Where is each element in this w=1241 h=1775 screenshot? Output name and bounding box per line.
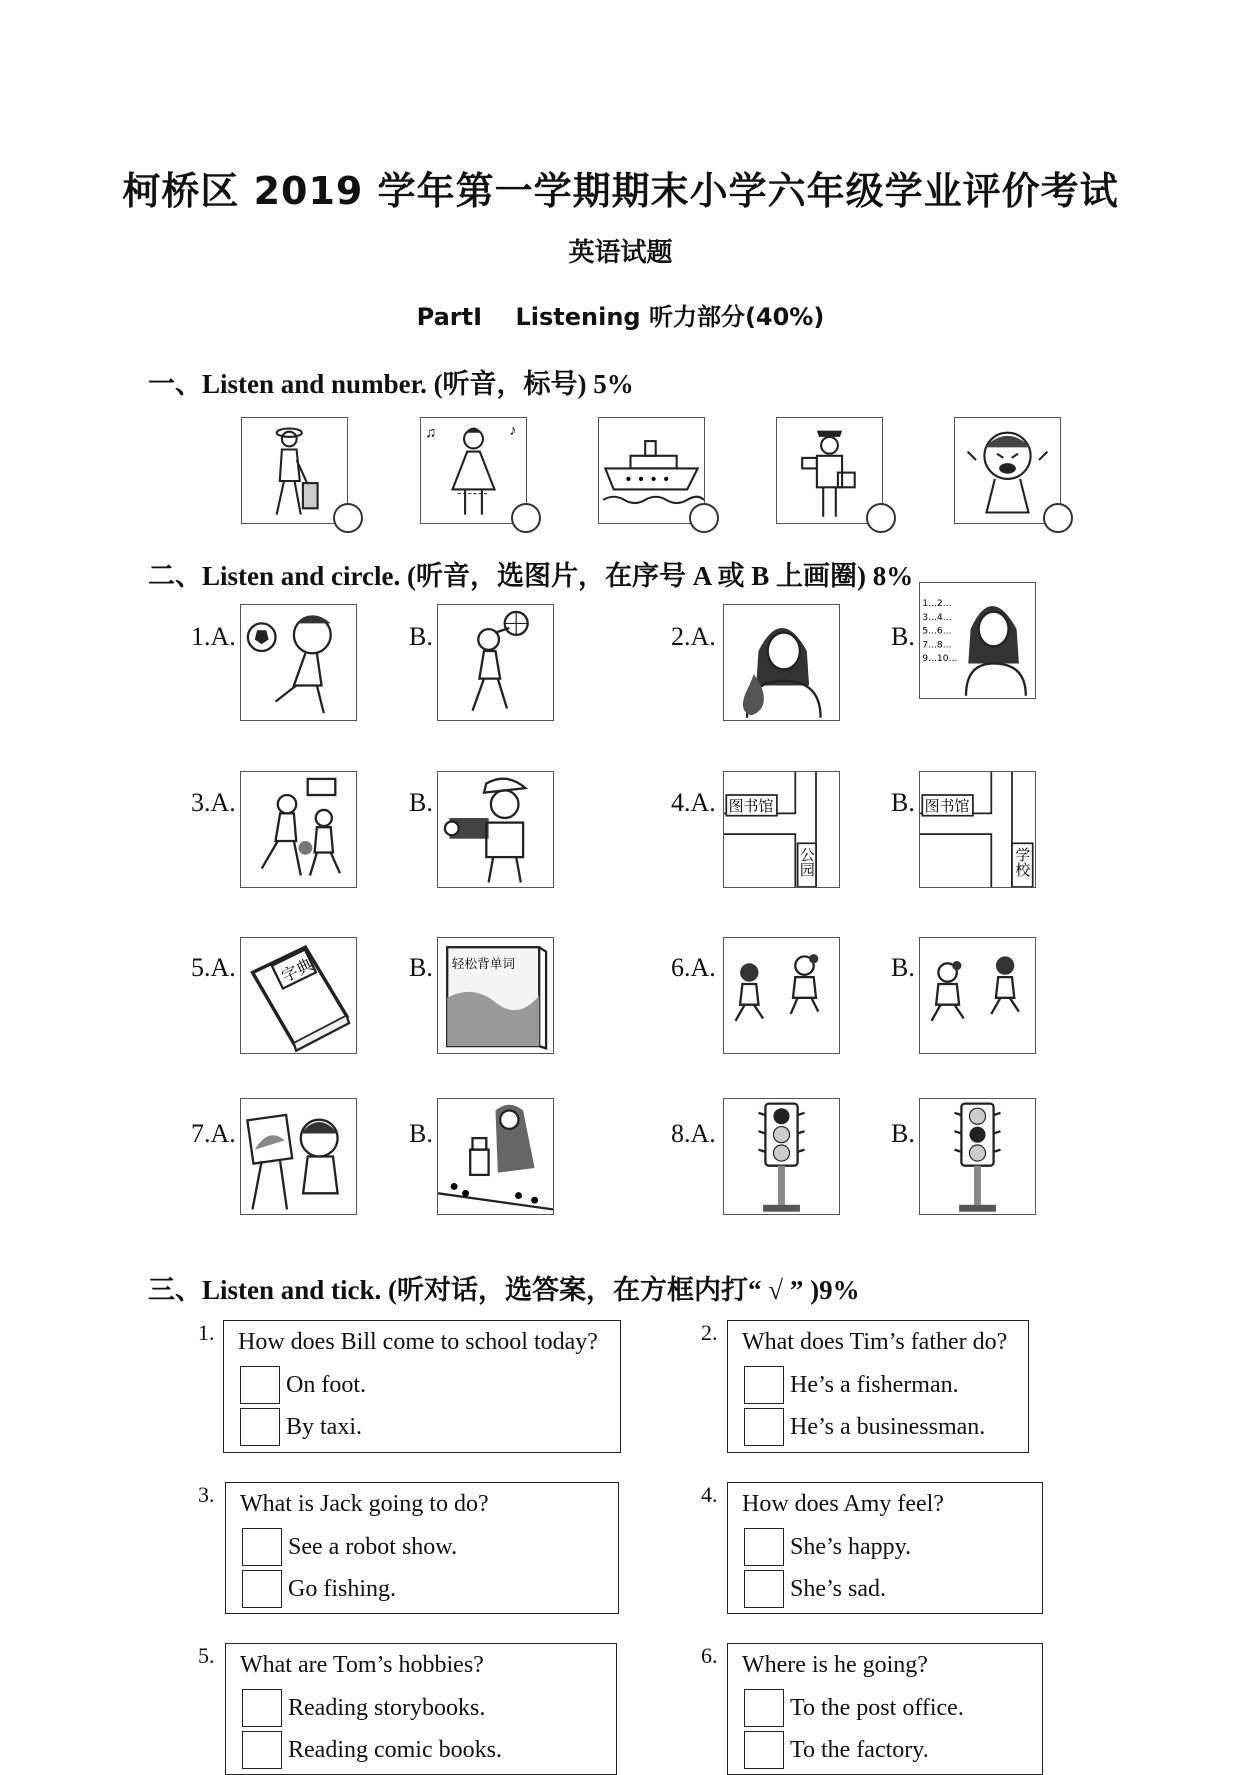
counting-line: 7...8... bbox=[922, 639, 952, 651]
postman-icon bbox=[777, 418, 882, 523]
option-text: He’s a fisherman. bbox=[790, 1371, 959, 1398]
tick-box[interactable] bbox=[242, 1689, 282, 1727]
traffic-light-yellow-picture bbox=[919, 1098, 1036, 1215]
girl-counting-picture bbox=[919, 582, 1036, 699]
girl-painting-picture bbox=[240, 1098, 357, 1215]
tick-box[interactable] bbox=[744, 1408, 784, 1446]
book-title-label: 轻松背单词 bbox=[451, 955, 516, 971]
section1-heading: 一、Listen and number. (听音，标号) 5% bbox=[148, 369, 634, 399]
option-text: By taxi. bbox=[286, 1413, 362, 1440]
question-text: What are Tom’s hobbies? bbox=[240, 1652, 484, 1678]
option-text: On foot. bbox=[286, 1371, 366, 1398]
option-row bbox=[744, 1527, 911, 1567]
answer-circle[interactable] bbox=[511, 503, 541, 533]
book-icon bbox=[438, 938, 553, 1053]
item-label[interactable]: 6.A. bbox=[671, 953, 716, 982]
item-label[interactable]: B. bbox=[891, 622, 915, 651]
question-box bbox=[727, 1320, 1029, 1453]
map-school-picture bbox=[919, 771, 1036, 888]
counting-line: 5...6... bbox=[922, 625, 952, 637]
exam-title: 柯桥区 2019 学年第一学期期末小学六年级学业评价考试 bbox=[122, 169, 1119, 213]
singing-girl-icon bbox=[421, 418, 526, 523]
item-label[interactable]: B. bbox=[891, 1119, 915, 1148]
video-camera-icon bbox=[438, 772, 553, 887]
map-park-picture bbox=[723, 771, 840, 888]
option-row bbox=[744, 1407, 985, 1447]
item-label[interactable]: B. bbox=[409, 1119, 433, 1148]
item-label[interactable]: 2.A. bbox=[671, 622, 716, 651]
tick-box[interactable] bbox=[240, 1366, 280, 1404]
option-row bbox=[240, 1365, 366, 1405]
option-text: See a robot show. bbox=[288, 1533, 458, 1560]
traffic-light-red-picture bbox=[723, 1098, 840, 1215]
question-box bbox=[223, 1320, 621, 1453]
place-label: 学校 bbox=[1013, 846, 1032, 877]
option-text: He’s a businessman. bbox=[790, 1413, 986, 1440]
question-text: What does Tim’s father do? bbox=[742, 1329, 1008, 1355]
option-text: She’s happy. bbox=[790, 1533, 912, 1560]
option-row bbox=[242, 1688, 485, 1728]
question-text: Where is he going? bbox=[742, 1652, 928, 1678]
traffic-light-icon bbox=[724, 1099, 839, 1214]
item-label[interactable]: 1.A. bbox=[191, 622, 236, 651]
map-icon bbox=[920, 772, 1035, 887]
library-label: 图书馆 bbox=[728, 797, 774, 816]
item-label[interactable]: B. bbox=[409, 953, 433, 982]
basketball-boy-picture bbox=[437, 604, 554, 721]
ship-picture bbox=[598, 417, 705, 524]
question-box bbox=[727, 1643, 1043, 1775]
answer-circle[interactable] bbox=[333, 503, 363, 533]
place-label: 公园 bbox=[797, 846, 816, 877]
section3-heading: 三、Listen and tick. (听对话，选答案，在方框内打“ √ ” )9% bbox=[148, 1275, 860, 1305]
traveler-picture bbox=[241, 417, 348, 524]
robot-building-picture bbox=[437, 1098, 554, 1215]
traffic-light-icon bbox=[920, 1099, 1035, 1214]
option-text: Reading comic books. bbox=[288, 1736, 502, 1763]
singing-girl-picture bbox=[420, 417, 527, 524]
tick-box[interactable] bbox=[744, 1689, 784, 1727]
football-boy-picture bbox=[240, 604, 357, 721]
map-icon bbox=[724, 772, 839, 887]
painting-icon bbox=[241, 1099, 356, 1214]
question-text: How does Amy feel? bbox=[742, 1491, 944, 1517]
tick-box[interactable] bbox=[744, 1731, 784, 1769]
option-text: To the factory. bbox=[790, 1736, 929, 1763]
dictionary-icon bbox=[241, 938, 356, 1053]
tick-box[interactable] bbox=[744, 1366, 784, 1404]
answer-circle[interactable] bbox=[866, 503, 896, 533]
item-label[interactable]: B. bbox=[409, 788, 433, 817]
option-row bbox=[744, 1569, 886, 1609]
question-text: How does Bill come to school today? bbox=[238, 1329, 598, 1355]
option-text: To the post office. bbox=[790, 1694, 964, 1721]
question-number: 4. bbox=[701, 1482, 718, 1507]
tick-box[interactable] bbox=[240, 1408, 280, 1446]
postman-picture bbox=[776, 417, 883, 524]
basketball-game-icon bbox=[241, 772, 356, 887]
item-label[interactable]: 7.A. bbox=[191, 1119, 236, 1148]
item-label[interactable]: B. bbox=[891, 788, 915, 817]
tick-box[interactable] bbox=[242, 1528, 282, 1566]
item-label[interactable]: 5.A. bbox=[191, 953, 236, 982]
option-row bbox=[242, 1527, 457, 1567]
item-label[interactable]: 3.A. bbox=[191, 788, 236, 817]
girl-counting-icon bbox=[920, 583, 1035, 698]
running-kids-icon bbox=[920, 938, 1035, 1053]
question-text: What is Jack going to do? bbox=[240, 1491, 489, 1517]
ship-icon bbox=[599, 418, 704, 523]
option-row bbox=[744, 1688, 964, 1728]
question-box bbox=[727, 1482, 1043, 1614]
option-row bbox=[242, 1569, 396, 1609]
crying-boy-icon bbox=[955, 418, 1060, 523]
option-row bbox=[240, 1407, 362, 1447]
question-number: 1. bbox=[198, 1320, 215, 1345]
item-label[interactable]: 4.A. bbox=[671, 788, 716, 817]
question-number: 2. bbox=[701, 1320, 718, 1345]
tick-box[interactable] bbox=[744, 1570, 784, 1608]
crying-boy-picture bbox=[954, 417, 1061, 524]
tick-box[interactable] bbox=[242, 1570, 282, 1608]
answer-circle[interactable] bbox=[689, 503, 719, 533]
basketball-game-picture bbox=[240, 771, 357, 888]
question-number: 6. bbox=[701, 1643, 718, 1668]
question-number: 5. bbox=[198, 1643, 215, 1668]
item-label[interactable]: 8.A. bbox=[671, 1119, 716, 1148]
counting-line: 3...4... bbox=[922, 611, 952, 623]
word-book-picture bbox=[437, 937, 554, 1054]
counting-line: 9...10... bbox=[922, 653, 958, 665]
section2-heading: 二、Listen and circle. (听音，选图片，在序号 A 或 B 上画圈) 8% bbox=[148, 561, 914, 591]
tick-box[interactable] bbox=[744, 1528, 784, 1566]
question-number: 3. bbox=[198, 1482, 215, 1507]
tick-box[interactable] bbox=[242, 1731, 282, 1769]
girl-cat-icon bbox=[724, 605, 839, 720]
option-row bbox=[744, 1365, 959, 1405]
exam-subtitle: 英语试题 bbox=[568, 238, 673, 268]
girl-boy-running-picture bbox=[919, 937, 1036, 1054]
traveler-icon bbox=[242, 418, 347, 523]
camera-boy-picture bbox=[437, 771, 554, 888]
boy-girl-running-picture bbox=[723, 937, 840, 1054]
dictionary-label: 字典 bbox=[278, 954, 316, 986]
option-row bbox=[744, 1730, 929, 1770]
counting-line: 1...2... bbox=[922, 598, 952, 609]
question-box bbox=[225, 1643, 617, 1775]
answer-circle[interactable] bbox=[1043, 503, 1073, 533]
football-icon bbox=[241, 605, 356, 720]
svg-text:♫: ♫ bbox=[425, 424, 437, 441]
item-label[interactable]: B. bbox=[891, 953, 915, 982]
basketball-icon bbox=[438, 605, 553, 720]
option-text: Go fishing. bbox=[288, 1575, 396, 1602]
robot-icon bbox=[438, 1099, 553, 1214]
option-text: Reading storybooks. bbox=[288, 1694, 486, 1721]
dictionary-picture bbox=[240, 937, 357, 1054]
option-text: She’s sad. bbox=[790, 1575, 886, 1602]
library-label: 图书馆 bbox=[924, 797, 970, 816]
svg-text:♪: ♪ bbox=[509, 422, 517, 439]
question-box bbox=[225, 1482, 619, 1614]
item-label[interactable]: B. bbox=[409, 622, 433, 651]
part-heading: PartⅠ Listening 听力部分(40%) bbox=[416, 303, 825, 331]
option-row bbox=[242, 1730, 502, 1770]
girl-with-cat-picture bbox=[723, 604, 840, 721]
running-kids-icon bbox=[724, 938, 839, 1053]
